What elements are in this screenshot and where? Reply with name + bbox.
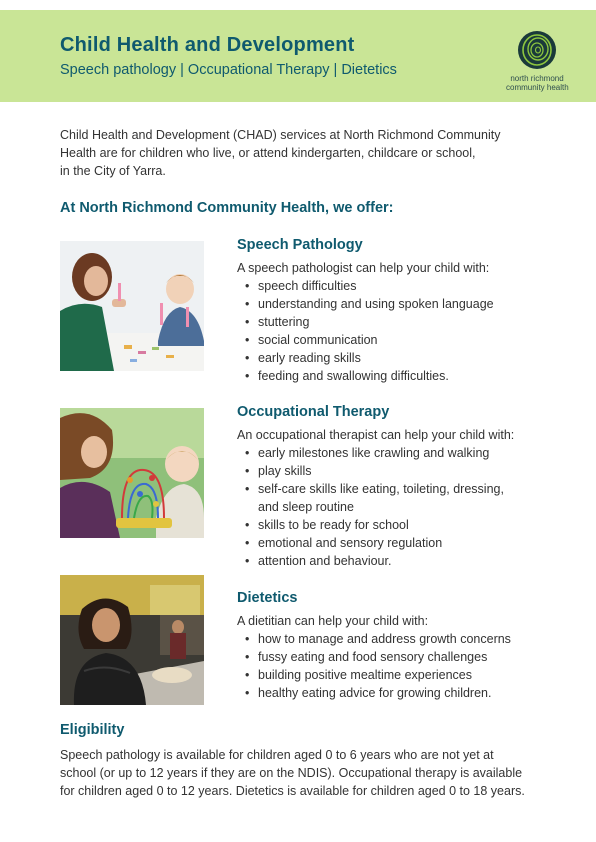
service-list [237,444,557,570]
service-occupational-therapy [237,404,557,570]
service-intro: A dietitian can help your child with: [237,614,429,628]
service-title: Dietetics [237,590,298,606]
list-item [245,480,557,516]
eligibility-line: Speech pathology is available for children aged 0 to 6 years who are not yet at [60,748,494,762]
list-item: • play skills [245,462,557,480]
service-speech-pathology [237,237,557,385]
intro-line: in the City of Yarra. [60,164,166,178]
list-item: • stuttering [245,313,557,331]
occupational-therapy-photo [60,408,204,538]
page-title: Child Health and Development [60,34,355,56]
list-item: • building positive mealtime experiences [245,666,557,684]
service-dietetics [237,590,557,702]
list-item: • emotional and sensory regulation [245,534,557,552]
header-band [0,10,596,102]
eligibility-line: for children aged 0 to 12 years. Dietetics is available for children aged 0 to 18 years. [60,784,525,798]
service-list [237,277,557,385]
list-item: • speech difficulties [245,277,557,295]
service-intro: An occupational therapist can help your child with: [237,428,515,442]
list-item: • early milestones like crawling and walking [245,444,557,462]
list-item: • healthy eating advice for growing children. [245,684,557,702]
list-item-text: self-care skills like eating, toileting, dressing, [258,482,504,496]
org-logo [506,30,568,102]
intro-line: Health are for children who live, or attend kindergarten, childcare or school, [60,146,476,160]
service-intro: A speech pathologist can help your child with: [237,261,490,275]
list-item: • understanding and using spoken language [245,295,557,313]
list-item: • attention and behaviour. [245,552,557,570]
dietetics-photo [60,575,204,705]
list-item: • social communication [245,331,557,349]
eligibility-line: school (or up to 12 years if they are on the NDIS). Occupational therapy is available [60,766,523,780]
list-item: • how to manage and address growth concerns [245,630,557,648]
service-title: Speech Pathology [237,237,363,253]
page-subtitle: Speech pathology | Occupational Therapy | Dietetics [60,62,397,78]
service-list [237,630,557,702]
logo-text-line2: community health [506,83,569,92]
list-item-continuation: and sleep routine [258,500,354,514]
intro-paragraph [60,126,540,180]
logo-rings-icon [517,30,557,70]
eligibility-paragraph [60,746,560,800]
service-title: Occupational Therapy [237,404,390,420]
list-item: • feeding and swallowing difficulties. [245,367,557,385]
speech-pathology-photo [60,241,204,371]
eligibility-heading: Eligibility [60,722,125,738]
list-item: • skills to be ready for school [245,516,557,534]
logo-text-line1: north richmond [510,74,564,83]
list-item: • early reading skills [245,349,557,367]
intro-line: Child Health and Development (CHAD) services at North Richmond Community [60,128,501,142]
offer-heading: At North Richmond Community Health, we offer: [60,200,394,216]
list-item: • fussy eating and food sensory challenges [245,648,557,666]
